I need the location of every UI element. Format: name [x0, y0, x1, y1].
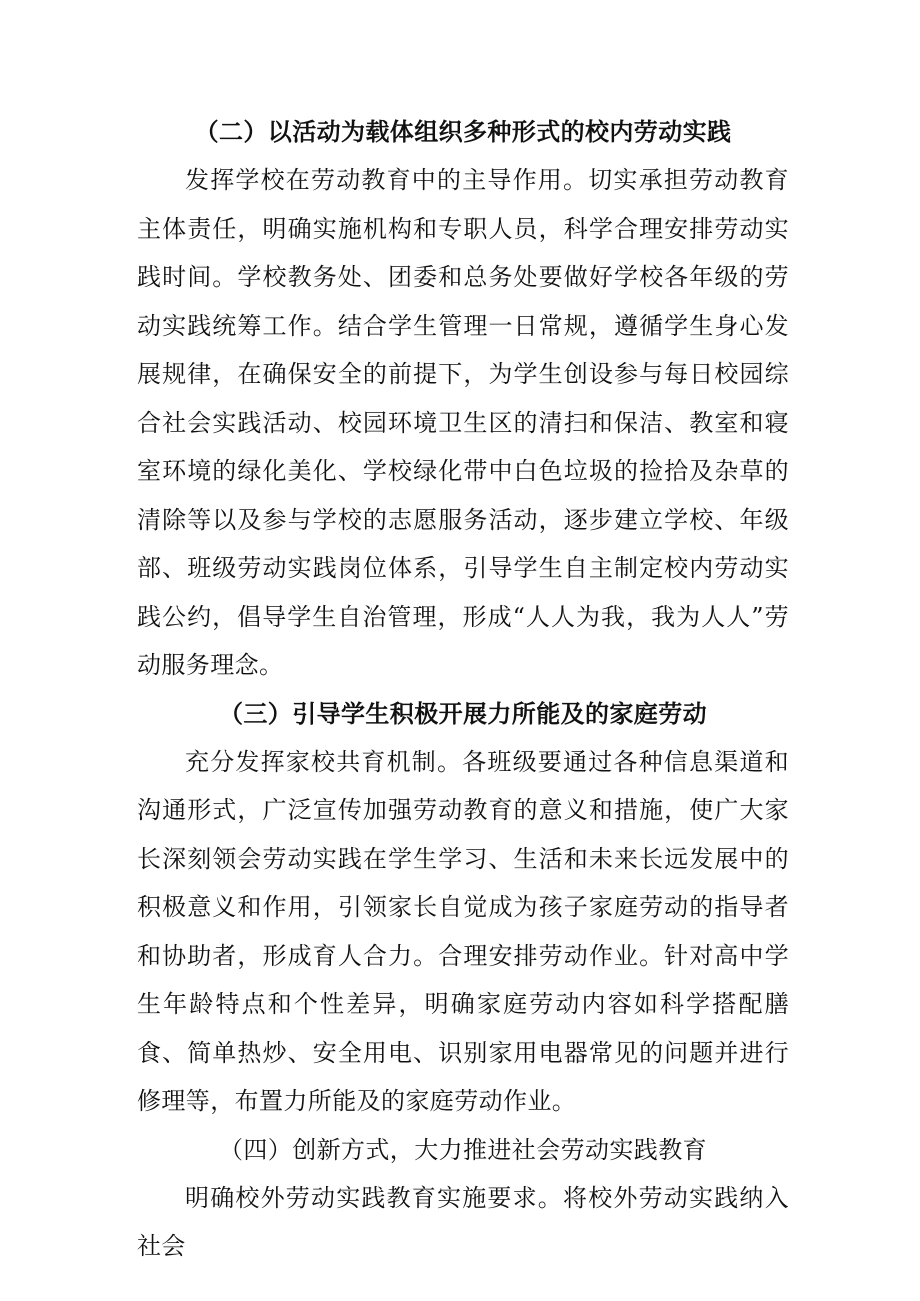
section-3-heading: （三）引导学生积极开展力所能及的家庭劳动 [219, 698, 707, 728]
section-2-paragraph: 发挥学校在劳动教育中的主导作用。切实承担劳动教育主体责任，明确实施机构和专职人员，科学合理安排劳动实践时间。学校教务处、团委和总务处要做好学校各年级的劳动实践统筹工作。结合学生管理一日常规，遵循学生身心发展规律，在确保安全的前提下，为学生创设参与每日校园综合社会实践活动、校园环境卫生区的清扫和保洁、教室和寝室环境的绿化美化、学校绿化带中白色垃圾的捡拾及杂草的清除等以及参与学校的志愿服务活动，逐步建立学校、年级部、班级劳动实践岗位体系，引导学生自主制定校内劳动实践公约，倡导学生自治管理，形成“人人为我，我为人人”劳动服务理念。 [137, 166, 789, 679]
section-3-paragraph: 充分发挥家校共育机制。各班级要通过各种信息渠道和沟通形式，广泛宣传加强劳动教育的意义和措施，使广大家长深刻领会劳动实践在学生学习、生活和未来长远发展中的积极意义和作用，引领家长自觉成为孩子家庭劳动的指导者和协助者，形成育人合力。合理安排劳动作业。针对高中学生年龄特点和个性差异，明确家庭劳动内容如科学搭配膳食、简单热炒、安全用电、识别家用电器常见的问题并进行修理等，布置力所能及的家庭劳动作业。 [137, 747, 789, 1115]
section-4-heading: （四）创新方式，大力推进社会劳动实践教育 [219, 1135, 707, 1164]
document-page [137, 108, 789, 1271]
section-2-heading: （二）以活动为载体组织多种形式的校内劳动实践 [194, 117, 732, 146]
section-4-paragraph: 明确校外劳动实践教育实施要求。将校外劳动实践纳入社会 [137, 1183, 789, 1260]
